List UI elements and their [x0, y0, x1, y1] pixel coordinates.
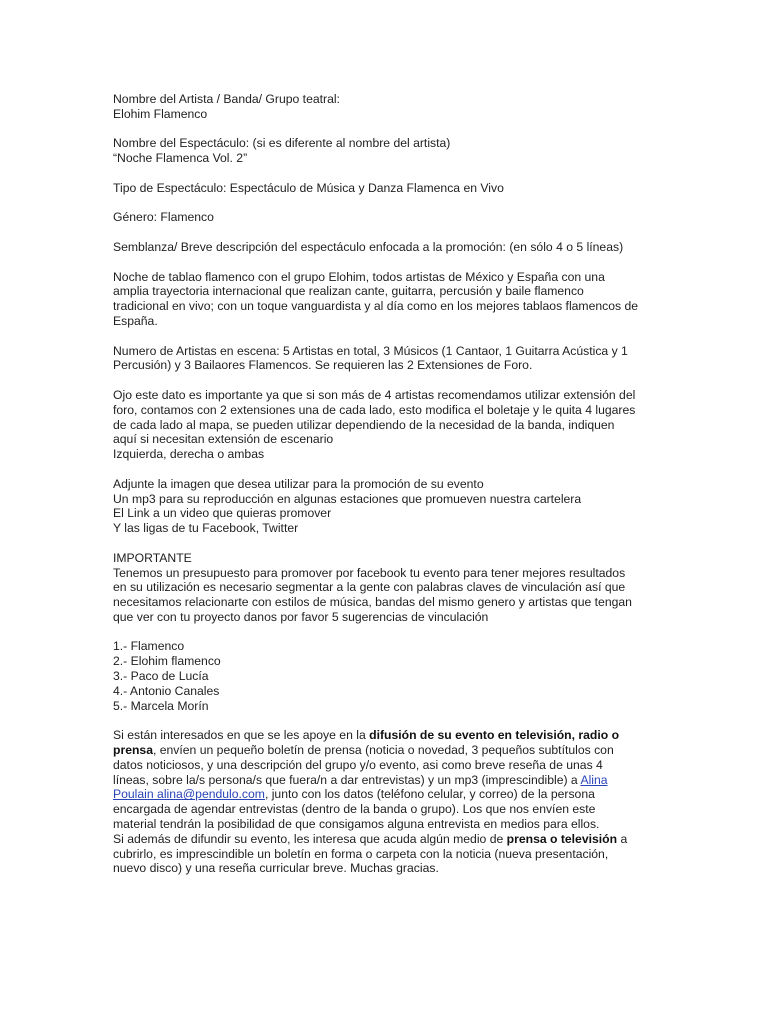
stage-note-line: foro, contamos con 2 extensiones una de cada lado, esto modifica el boletaje y le quita 4 lugares [113, 402, 636, 417]
summary-line: amplia trayectoria internacional que realizan cante, guitarra, percusión y baile flamenco [113, 284, 584, 299]
important-line: que ver con tu proyecto danos por favor 5 sugerencias de vinculación [113, 609, 489, 624]
press-text: líneas, sobre la/s persona/s que fuera/n a dar entrevistas) y un mp3 (imprescindible) a [113, 772, 581, 787]
stage-note-line: Ojo este dato es importante ya que si son más de 4 artistas recomendamos utilizar extensión del [113, 387, 636, 402]
attachments-line: Y las ligas de tu Facebook, Twitter [113, 521, 299, 536]
press-line [113, 832, 658, 847]
show-section [113, 136, 658, 166]
press-line [113, 728, 658, 743]
press-text: , envíen un pequeño boletín de prensa (noticia o novedad, 3 pequeños subtítulos con [152, 743, 614, 758]
important-line: Tenemos un presupuesto para promover por facebook tu evento para tener mejores resultados [113, 565, 626, 580]
press-line: material tendrán la posibilidad de que consigamos alguna entrevista en medios para ellos. [113, 817, 600, 832]
summary-label: Semblanza/ Breve descripción del espectáculo enfocada a la promoción: (en sólo 4 o 5 líneas) [113, 239, 624, 254]
attachments-line: Un mp3 para su reproducción en algunas estaciones que promueven nuestra cartelera [113, 491, 582, 506]
artist-label: Nombre del Artista / Banda/ Grupo teatral: [113, 92, 340, 106]
press-section [113, 728, 658, 876]
suggestions-list [113, 639, 658, 713]
stage-note-line: Izquierda, derecha o ambas [113, 447, 265, 462]
press-text: Si están interesados en que se les apoye en la [113, 728, 370, 743]
show-type: Tipo de Espectáculo: Espectáculo de Música y Danza Flamenca en Vivo [113, 180, 504, 195]
show-value: “Noche Flamenca Vol. 2” [113, 151, 248, 166]
press-text: Si además de difundir su evento, les interesa que acuda algún medio de [113, 831, 507, 846]
press-line [113, 773, 658, 788]
press-line: encargada de agendar entrevistas (dentro de la banda o grupo). Los que nos envíen este [113, 802, 596, 817]
important-heading: IMPORTANTE [113, 550, 192, 565]
important-line: en su utilización es necesario segmentar a la gente con palabras claves de vinculación así que [113, 580, 626, 595]
list-item: 5.- Marcela Morín [113, 698, 209, 713]
press-bold-text: difusión de su evento en televisión, radio o [369, 728, 620, 743]
press-text: a [617, 831, 628, 846]
summary-line: España. [113, 313, 158, 328]
genre-section [113, 210, 658, 225]
press-text: , junto con los datos (teléfono celular, y correo) de la persona [264, 787, 595, 802]
artist-value: Elohim Flamenco [113, 106, 208, 121]
list-item: 1.- Flamenco [113, 639, 185, 654]
list-item: 4.- Antonio Canales [113, 683, 220, 698]
contact-email-link[interactable]: Poulain alina@pendulo.com [113, 787, 265, 802]
summary-line: Noche de tablao flamenco con el grupo Elohim, todos artistas de México y España con una [113, 269, 605, 284]
artists-count-line: Numero de Artistas en escena: 5 Artistas en total, 3 Músicos (1 Cantaor, 1 Guitarra Acústica y 1 [113, 343, 628, 358]
list-item: 2.- Elohim flamenco [113, 654, 221, 669]
artists-count-line: Percusión) y 3 Bailaores Flamencos. Se requieren las 2 Extensiones de Foro. [113, 358, 533, 373]
stage-note-line: de cada lado al mapa, se pueden utilizar dependiendo de la necesidad de la banda, indiquen [113, 417, 615, 432]
attachments-section [113, 477, 658, 536]
press-line [113, 787, 658, 802]
press-line: cubrirlo, es imprescindible un boletín en forma o carpeta con la noticia (nueva presentación, [113, 846, 609, 861]
press-bold-text: prensa [113, 743, 153, 758]
stage-note-section [113, 388, 658, 462]
list-item: 3.- Paco de Lucía [113, 669, 209, 684]
genre: Género: Flamenco [113, 210, 214, 225]
show-label: Nombre del Espectáculo: (si es diferente al nombre del artista) [113, 136, 451, 151]
artist-section [113, 92, 658, 122]
important-line: necesitamos relacionarte con estilos de música, bandas del mismo genero y artistas que tengan [113, 595, 632, 610]
summary-section [113, 270, 658, 329]
summary-line: tradicional en vivo; con un toque vanguardista y al día como en los mejores tablaos flamencos de [113, 299, 639, 314]
artists-count-section [113, 344, 658, 374]
contact-name-link[interactable]: Alina [580, 772, 608, 787]
attachments-line: Adjunte la imagen que desea utilizar para la promoción de su evento [113, 476, 484, 491]
press-bold-text: prensa o televisión [506, 831, 618, 846]
press-line [113, 743, 658, 758]
document-body [113, 92, 658, 891]
stage-note-line: aquí si necesitan extensión de escenario [113, 432, 334, 447]
important-section [113, 551, 658, 625]
press-line: datos noticiosos, y una descripción del grupo y/o evento, asi como breve reseña de unas 4 [113, 757, 603, 772]
attachments-line: El Link a un video que quieras promover [113, 506, 332, 521]
show-type-section [113, 181, 658, 196]
press-line: nuevo disco) y una reseña curricular breve. Muchas gracias. [113, 861, 439, 876]
summary-label-section [113, 240, 658, 255]
